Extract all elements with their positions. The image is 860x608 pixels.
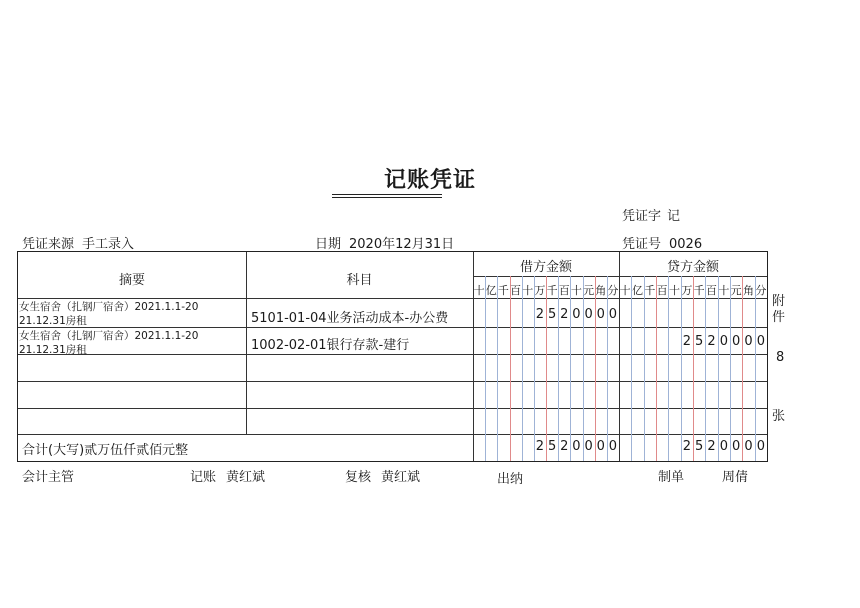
attachment-label-mid: 件 bbox=[772, 310, 786, 325]
credit-unit-label: 元 bbox=[730, 284, 742, 297]
row-1-debit-digit: 0 bbox=[584, 307, 593, 322]
row-2-credit-digit: 0 bbox=[744, 334, 753, 349]
row-1-summary-line2: 21.12.31房租 bbox=[19, 315, 87, 327]
row-2-credit-digit: 0 bbox=[719, 334, 728, 349]
row-2-subject: 1002-02-01银行存款-建行 bbox=[251, 338, 410, 353]
row-line-4 bbox=[18, 408, 767, 409]
row-1-debit-digit: 0 bbox=[596, 307, 605, 322]
voucher-number-label: 凭证号 bbox=[622, 237, 662, 252]
total-credit-digit: 0 bbox=[719, 439, 728, 454]
total-credit-digit: 0 bbox=[732, 439, 741, 454]
debit-unit-label: 角 bbox=[595, 284, 607, 297]
debit-digit-divider bbox=[595, 276, 596, 461]
total-words: 贰万伍仟贰佰元整 bbox=[84, 443, 189, 458]
row-2-credit-digit: 0 bbox=[756, 334, 765, 349]
total-debit-digit: 0 bbox=[608, 439, 618, 454]
header-split-line bbox=[473, 276, 767, 277]
row-1-summary-line1: 女生宿舍（扎钢厂宿舍）2021.1.1-20 bbox=[19, 301, 199, 313]
total-debit-digit: 2 bbox=[560, 439, 569, 454]
debit-unit-label: 分 bbox=[607, 284, 619, 297]
debit-unit-label: 万 bbox=[534, 284, 546, 297]
voucher-type bbox=[622, 205, 680, 224]
bookkeeper-label: 记账 bbox=[190, 470, 217, 485]
credit-digit-divider bbox=[693, 276, 694, 461]
col-credit-header: 贷方金额 bbox=[666, 260, 719, 275]
total-debit-digit: 0 bbox=[584, 439, 593, 454]
credit-digit-divider bbox=[656, 276, 657, 461]
voucher-source-value: 手工录入 bbox=[82, 237, 135, 252]
row-1-debit-digit: 0 bbox=[572, 307, 581, 322]
debit-digit-divider bbox=[522, 276, 523, 461]
credit-unit-label: 十 bbox=[718, 284, 730, 297]
debit-unit-label: 千 bbox=[497, 284, 509, 297]
credit-unit-label: 百 bbox=[656, 284, 668, 297]
reviewer bbox=[345, 466, 420, 485]
debit-unit-label: 十 bbox=[522, 284, 534, 297]
row-1-summary bbox=[19, 300, 198, 328]
row-2-credit-digit: 0 bbox=[732, 334, 741, 349]
row-1-subject: 5101-01-04业务活动成本-办公费 bbox=[251, 311, 449, 326]
total-credit-digit: 0 bbox=[756, 439, 765, 454]
total-debit-digit: 5 bbox=[547, 439, 557, 454]
debit-digit-divider bbox=[485, 276, 486, 461]
credit-unit-label: 百 bbox=[706, 284, 717, 297]
debit-digit-divider bbox=[558, 276, 559, 461]
voucher-title: 记账凭证 bbox=[383, 168, 476, 193]
credit-digit-divider bbox=[755, 276, 756, 461]
voucher-source bbox=[22, 233, 134, 252]
voucher-date bbox=[315, 233, 454, 252]
supervisor: 会计主管 bbox=[22, 470, 75, 485]
credit-digit-divider bbox=[644, 276, 645, 461]
reviewer-label: 复核 bbox=[345, 470, 372, 485]
row-2-credit-digit: 5 bbox=[695, 334, 704, 349]
debit-digit-divider bbox=[546, 276, 547, 461]
row-2-summary-line1: 女生宿舍（扎钢厂宿舍）2021.1.1-20 bbox=[19, 330, 199, 342]
total-credit-digit: 2 bbox=[707, 439, 716, 454]
title-underline-2 bbox=[332, 197, 442, 198]
credit-digit-divider bbox=[668, 276, 669, 461]
debit-digit-divider bbox=[583, 276, 584, 461]
row-1-debit-digit: 2 bbox=[560, 307, 569, 322]
credit-digit-divider bbox=[742, 276, 743, 461]
credit-unit-label: 十 bbox=[619, 284, 631, 297]
debit-digit-divider bbox=[607, 276, 608, 461]
credit-digit-divider bbox=[718, 276, 719, 461]
debit-unit-label: 十 bbox=[570, 284, 582, 297]
credit-unit-label: 千 bbox=[693, 284, 705, 297]
row-2-summary bbox=[19, 329, 198, 357]
credit-unit-label: 十 bbox=[669, 284, 680, 297]
credit-digit-divider bbox=[681, 276, 682, 461]
bookkeeper-name: 黄红斌 bbox=[226, 470, 266, 485]
voucher-date-label: 日期 bbox=[315, 237, 342, 252]
credit-unit-label: 亿 bbox=[632, 284, 643, 297]
debit-unit-label: 十 bbox=[473, 284, 485, 297]
row-2-credit-digit: 2 bbox=[682, 334, 691, 349]
credit-digit-divider bbox=[631, 276, 632, 461]
col-debit-header: 借方金额 bbox=[519, 260, 572, 275]
debit-digit-divider bbox=[510, 276, 511, 461]
debit-unit-label: 千 bbox=[546, 284, 558, 297]
row-2-credit-digit: 2 bbox=[707, 334, 716, 349]
credit-unit-label: 千 bbox=[644, 284, 656, 297]
maker-name: 周倩 bbox=[722, 470, 749, 485]
voucher-type-value: 记 bbox=[667, 209, 681, 224]
row-1-debit-digit: 5 bbox=[547, 307, 557, 322]
debit-digit-divider bbox=[497, 276, 498, 461]
row-2-summary-line2: 21.12.31房租 bbox=[19, 344, 87, 356]
col-subject-header: 科目 bbox=[346, 273, 373, 288]
row-line-3 bbox=[18, 381, 767, 382]
credit-unit-label: 万 bbox=[681, 284, 693, 297]
attachment-count: 8 bbox=[776, 350, 785, 365]
header-bottom-line bbox=[18, 298, 767, 299]
voucher-number-value: 0026 bbox=[669, 237, 703, 252]
voucher-date-value: 2020年12月31日 bbox=[349, 237, 455, 252]
bookkeeper bbox=[190, 466, 265, 485]
voucher-number bbox=[622, 233, 702, 252]
title-underline bbox=[332, 194, 442, 195]
voucher-type-label: 凭证字 bbox=[622, 209, 662, 224]
row-1-debit-digit: 0 bbox=[608, 307, 618, 322]
reviewer-name: 黄红斌 bbox=[381, 470, 421, 485]
credit-digit-divider bbox=[730, 276, 731, 461]
row-line-5 bbox=[18, 434, 767, 435]
cashier: 出纳 bbox=[497, 472, 524, 487]
row-1-debit-digit: 2 bbox=[535, 307, 545, 322]
maker-label: 制单 bbox=[658, 470, 685, 485]
debit-digit-divider bbox=[570, 276, 571, 461]
total-debit-digit: 0 bbox=[596, 439, 605, 454]
total-credit-digit: 5 bbox=[695, 439, 704, 454]
col-summary-header: 摘要 bbox=[118, 273, 145, 288]
debit-unit-label: 百 bbox=[510, 284, 522, 297]
attachment-label-top: 附 bbox=[772, 294, 786, 309]
credit-unit-label: 角 bbox=[743, 284, 754, 297]
attachment-label-bottom: 张 bbox=[772, 409, 786, 424]
voucher-source-label: 凭证来源 bbox=[22, 237, 75, 252]
maker bbox=[658, 466, 748, 485]
total-credit-digit: 2 bbox=[682, 439, 691, 454]
total-credit-digit: 0 bbox=[744, 439, 753, 454]
total-debit-digit: 0 bbox=[572, 439, 581, 454]
debit-unit-label: 亿 bbox=[485, 284, 497, 297]
credit-digit-divider bbox=[705, 276, 706, 461]
debit-unit-label: 百 bbox=[558, 284, 570, 297]
debit-digit-divider bbox=[534, 276, 535, 461]
total-label: 合计(大写) bbox=[22, 443, 85, 458]
total-row bbox=[22, 439, 188, 458]
total-debit-digit: 2 bbox=[535, 439, 545, 454]
voucher-table bbox=[17, 251, 768, 462]
credit-unit-label: 分 bbox=[755, 284, 767, 297]
debit-unit-label: 元 bbox=[583, 284, 595, 297]
